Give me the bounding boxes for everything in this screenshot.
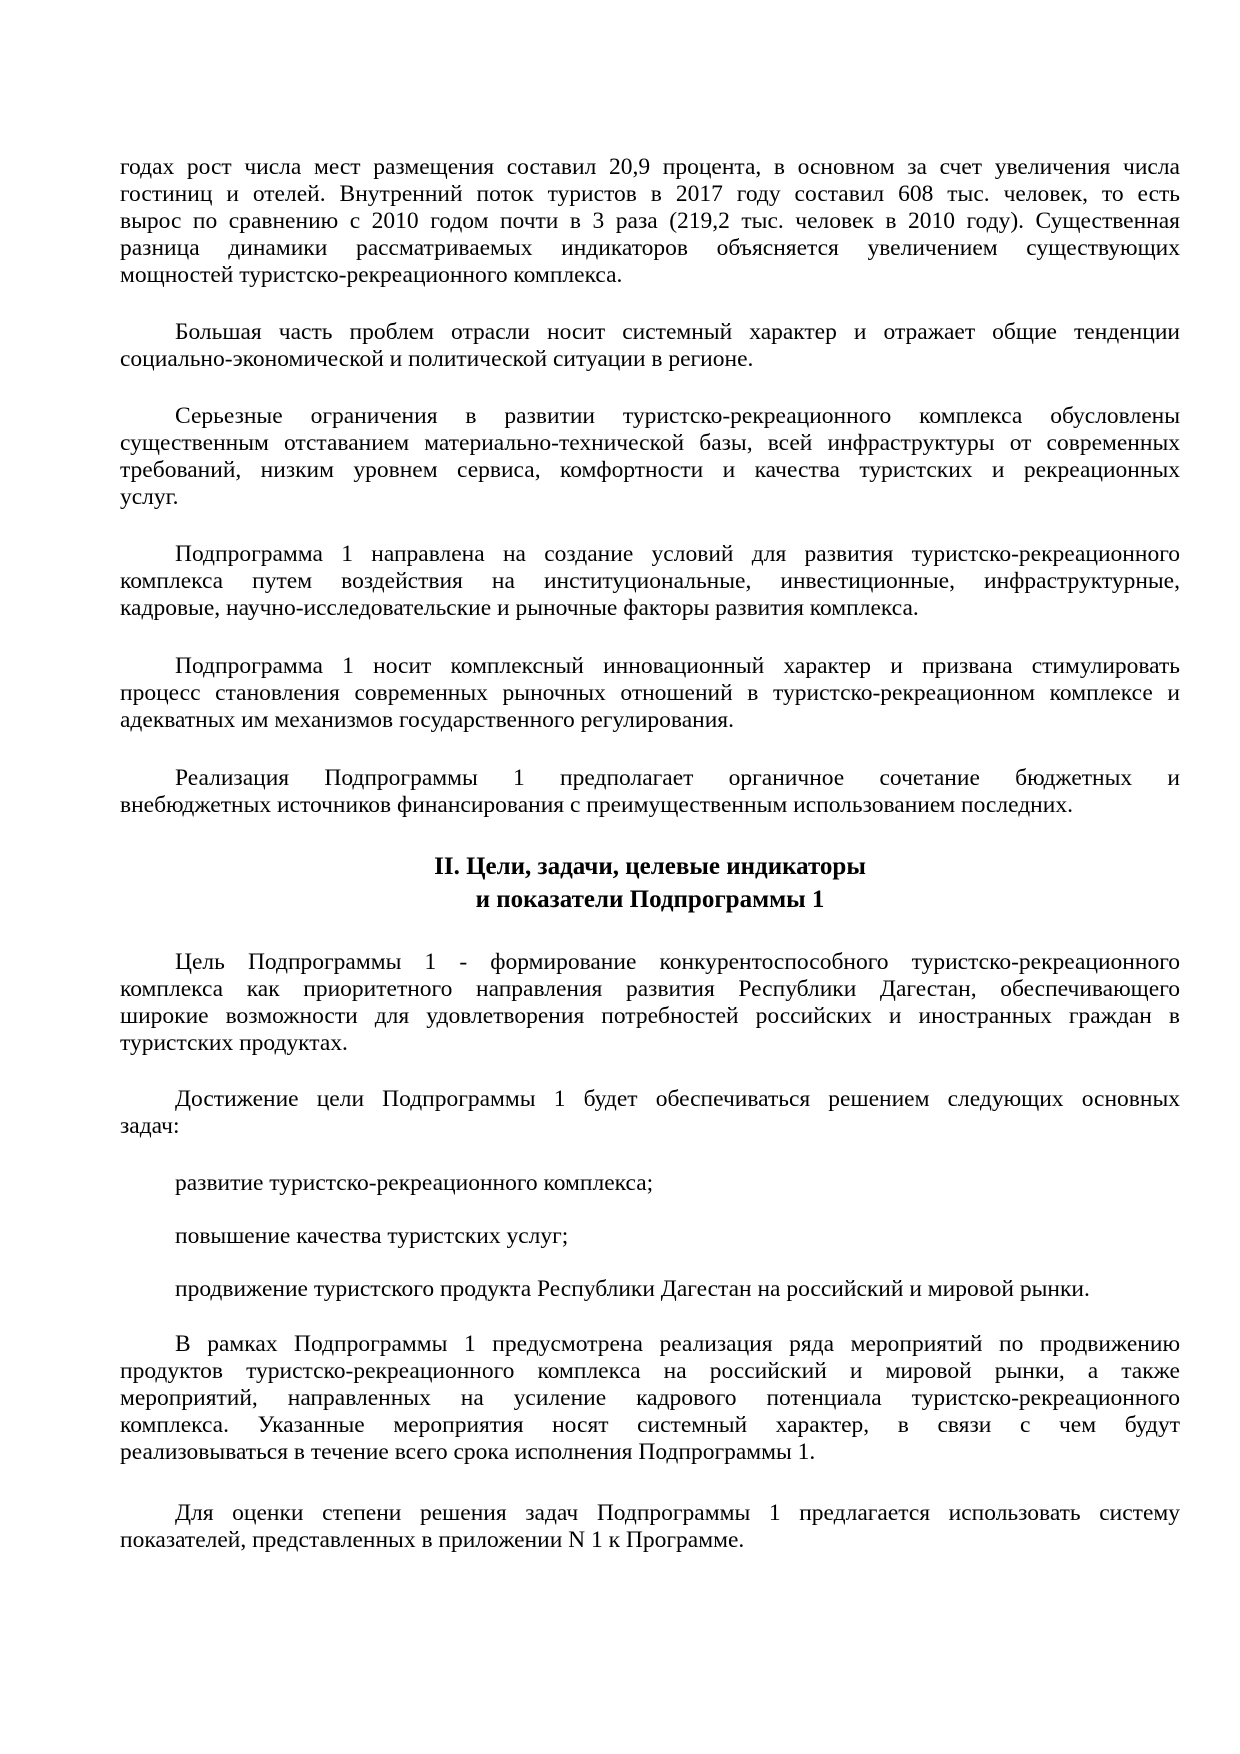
paragraph-line: продвижение туристского продукта Республики Дагестан на российский и мировой рынки. xyxy=(175,1276,1090,1302)
paragraph xyxy=(120,949,1180,1057)
paragraph xyxy=(120,1331,1180,1466)
paragraph xyxy=(120,765,1180,819)
paragraph-line: комплекса путем воздействия на институциональные, инвестиционные, инфраструктурные, xyxy=(120,568,1180,594)
paragraph-line: разница динамики рассматриваемых индикаторов объясняется увеличением существующих xyxy=(120,235,1180,261)
paragraph-line: мощностей туристско-рекреационного комплекса. xyxy=(120,262,623,288)
paragraph xyxy=(120,1276,1180,1303)
paragraph xyxy=(120,1170,1180,1197)
paragraph-line: комплекса. Указанные мероприятия носят системный характер, в связи с чем будут xyxy=(120,1412,1180,1438)
paragraph xyxy=(120,653,1180,734)
paragraph-line: Цель Подпрограммы 1 - формирование конкурентоспособного туристско-рекреационного xyxy=(175,949,1180,975)
paragraph-line: гостиниц и отелей. Внутренний поток туристов в 2017 году составил 608 тыс. человек, то есть xyxy=(120,181,1180,207)
paragraph-line: Подпрограмма 1 направлена на создание условий для развития туристско-рекреационного xyxy=(175,541,1180,567)
paragraph xyxy=(120,1500,1180,1554)
paragraph-line: существенным отставанием материально-технической базы, всей инфраструктуры от современных xyxy=(120,430,1180,456)
paragraph-line: широкие возможности для удовлетворения потребностей российских и иностранных граждан в xyxy=(120,1003,1180,1029)
paragraph-line: показателей, представленных в приложении N 1 к Программе. xyxy=(120,1527,745,1553)
paragraph-line: годах рост числа мест размещения составил 20,9 процента, в основном за счет увеличения числа xyxy=(120,154,1180,180)
paragraph-line: Реализация Подпрограммы 1 предполагает органичное сочетание бюджетных и xyxy=(175,765,1180,791)
paragraph-line: социально-экономической и политической ситуации в регионе. xyxy=(120,346,754,372)
paragraph-line: услуг. xyxy=(120,484,179,510)
paragraph-line: вырос по сравнению с 2010 годом почти в 3 раза (219,2 тыс. человек в 2010 году). Существенная xyxy=(120,208,1180,234)
paragraph-line: Большая часть проблем отрасли носит системный характер и отражает общие тенденции xyxy=(175,319,1180,345)
paragraph xyxy=(120,1086,1180,1140)
paragraph-line: комплекса как приоритетного направления развития Республики Дагестан, обеспечивающего xyxy=(120,976,1180,1002)
section-heading-line-2: и показатели Подпрограммы 1 xyxy=(475,886,825,913)
paragraph-line: мероприятий, направленных на усиление кадрового потенциала туристско-рекреационного xyxy=(120,1385,1180,1411)
paragraph-line: развитие туристско-рекреационного комплекса; xyxy=(175,1170,654,1196)
section-heading-line-1: II. Цели, задачи, целевые индикаторы xyxy=(434,853,866,880)
paragraph-line: процесс становления современных рыночных отношений в туристско-рекреационном комплексе и xyxy=(120,680,1180,706)
paragraph-line: повышение качества туристских услуг; xyxy=(175,1223,569,1249)
paragraph-line: туристских продуктах. xyxy=(120,1030,348,1056)
paragraph xyxy=(120,1223,1180,1250)
paragraph-line: реализовываться в течение всего срока исполнения Подпрограммы 1. xyxy=(120,1439,816,1465)
paragraph-line: адекватных им механизмов государственного регулирования. xyxy=(120,707,734,733)
paragraph-line: внебюджетных источников финансирования с преимущественным использованием последних. xyxy=(120,792,1073,818)
paragraph-line: Подпрограмма 1 носит комплексный инновационный характер и призвана стимулировать xyxy=(175,653,1180,679)
paragraph-line: Для оценки степени решения задач Подпрограммы 1 предлагается использовать систему xyxy=(175,1500,1180,1526)
paragraph xyxy=(120,319,1180,373)
paragraph-line: кадровые, научно-исследовательские и рыночные факторы развития комплекса. xyxy=(120,595,919,621)
paragraph-line: продуктов туристско-рекреационного комплекса на российский и мировой рынки, а также xyxy=(120,1358,1180,1384)
paragraph xyxy=(120,403,1180,511)
paragraph-line: В рамках Подпрограммы 1 предусмотрена реализация ряда мероприятий по продвижению xyxy=(175,1331,1180,1357)
paragraph-line: задач: xyxy=(120,1113,180,1139)
paragraph-line: Достижение цели Подпрограммы 1 будет обеспечиваться решением следующих основных xyxy=(175,1086,1180,1112)
paragraph xyxy=(120,154,1180,289)
paragraph xyxy=(120,541,1180,622)
section-heading xyxy=(120,850,1180,916)
paragraph-line: требований, низким уровнем сервиса, комфортности и качества туристских и рекреационных xyxy=(120,457,1180,483)
paragraph-line: Серьезные ограничения в развитии туристско-рекреационного комплекса обусловлены xyxy=(175,403,1180,429)
